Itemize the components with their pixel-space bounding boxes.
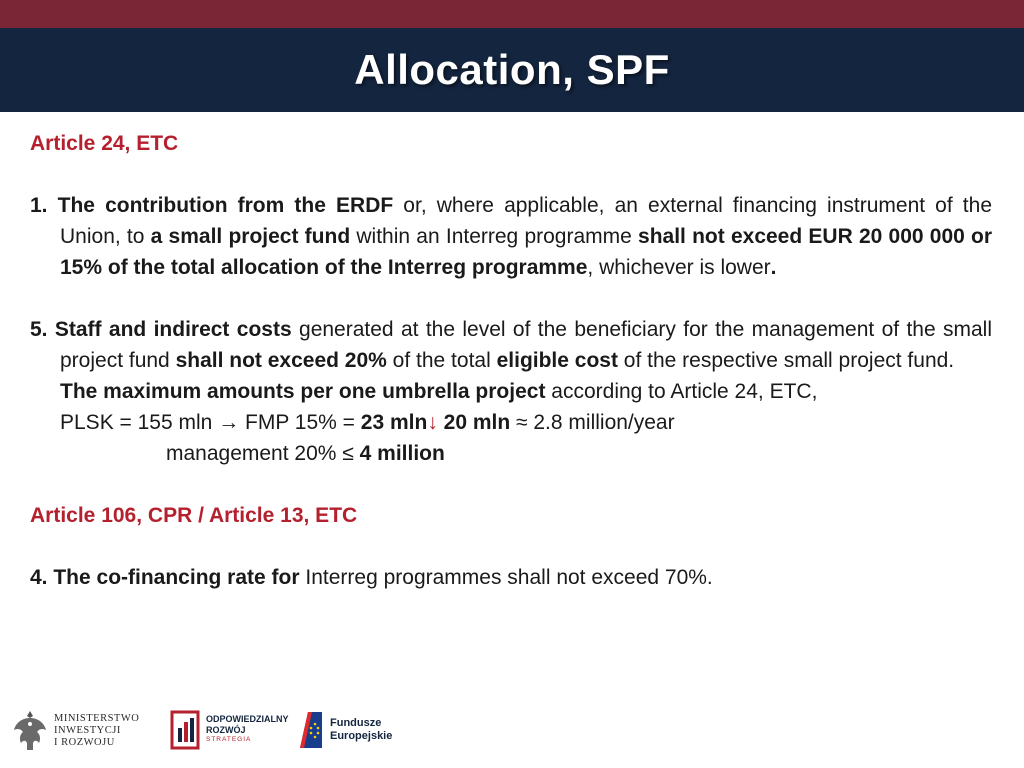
ministry-line2: INWESTYCJI <box>54 725 121 736</box>
bold-span: The maximum amounts per one umbrella project <box>60 380 546 403</box>
bold-span: eligible cost <box>496 349 618 372</box>
calculation-line <box>30 407 992 438</box>
bold-span: shall not exceed EUR 20 000 000 or 15% of the total allocation of the Interreg programme <box>60 225 993 279</box>
max-amounts-line <box>30 376 992 407</box>
paragraph-5-lead: 5. Staff and indirect costs <box>30 318 292 341</box>
eagle-emblem-icon <box>12 708 48 754</box>
ministry-logo <box>12 708 139 754</box>
paragraph-4 <box>30 562 992 593</box>
paragraph-1 <box>30 190 992 283</box>
odp-logo-icon <box>170 710 200 750</box>
text-span: of the total <box>386 349 497 372</box>
top-stripe <box>0 0 1024 28</box>
management-line <box>30 438 992 469</box>
text-span: FMP 15% = <box>239 411 361 434</box>
slide-content <box>30 128 992 593</box>
bold-span: 20 mln <box>437 411 511 434</box>
section-heading-article-24: Article 24, ETC <box>30 132 179 155</box>
text-span: of the respective small project fund. <box>617 349 955 372</box>
strategy-line1: ODPOWIEDZIALNY <box>206 714 289 725</box>
strategy-logo <box>170 710 289 750</box>
text-span: according to Article 24, ETC, <box>545 380 818 403</box>
bold-span: a small project fund <box>150 225 351 248</box>
footer-logos <box>0 700 1024 768</box>
ministry-line3: I ROZWOJU <box>54 737 115 748</box>
text-span: generated at the level of the beneficiary for the management of the small project fund <box>60 318 993 372</box>
right-arrow-icon: → <box>218 411 240 434</box>
text-span: Interreg programmes shall not exceed 70%. <box>299 566 713 589</box>
title-bar <box>0 28 1024 112</box>
text-span: , whichever is lower <box>587 256 771 279</box>
strategy-line2: ROZWÓJ <box>206 724 246 735</box>
ministry-line1: MINISTERSTWO <box>54 713 140 724</box>
section-heading-article-106: Article 106, CPR / Article 13, ETC <box>30 504 358 527</box>
slide-title: Allocation, SPF <box>354 46 670 93</box>
text-span: or, where applicable, an external financing instrument of the Union, to <box>60 194 992 248</box>
text-span: ≈ 2.8 million/year <box>510 411 675 434</box>
funds-line2: Europejskie <box>330 730 393 742</box>
funds-logo <box>298 710 392 750</box>
down-arrow-icon: ↓ <box>427 411 438 434</box>
funds-line1: Fundusze <box>330 717 382 729</box>
paragraph-4-lead: 4. The co-financing rate for <box>30 566 300 589</box>
text-span: PLSK = 155 mln <box>60 411 219 434</box>
bold-span: . <box>770 256 777 279</box>
strategy-line3: STRATEGIA <box>206 736 252 744</box>
paragraph-5 <box>30 314 992 376</box>
text-span: management 20% ≤ <box>166 442 360 465</box>
bold-span: 23 mln <box>360 411 428 434</box>
bold-span: shall not exceed 20% <box>175 349 387 372</box>
bold-span: 4 million <box>359 442 445 465</box>
eu-funds-flag-icon <box>298 710 324 750</box>
paragraph-1-lead: 1. The contribution from the ERDF <box>30 194 394 217</box>
text-span: within an Interreg programme <box>350 225 639 248</box>
